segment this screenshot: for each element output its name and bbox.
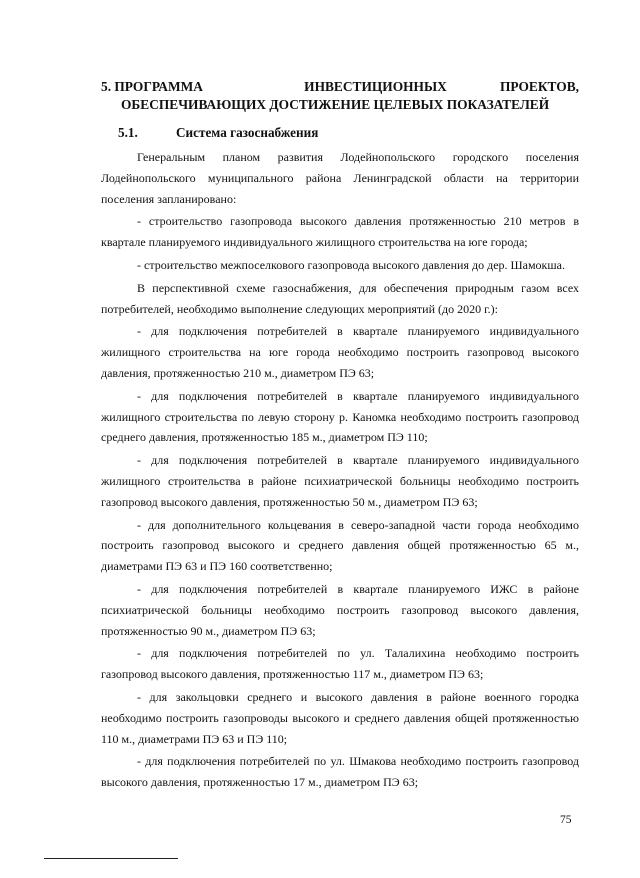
section-heading — [101, 78, 579, 114]
paragraph: - для подключения потребителей по ул. Талалихина необходимо построить газопровод высокого давления, протяженностью 117 м., диаметром ПЭ 63; — [101, 646, 579, 682]
footnote-separator — [44, 858, 178, 859]
paragraph: - для дополнительного кольцевания в северо-западной части города необходимо построить газопровод высокого и среднего давления общей протяженностью 65 м., диаметрами ПЭ 63 и ПЭ 160 соответственно; — [101, 517, 579, 574]
section-heading-line-1 — [101, 78, 579, 96]
heading-word-1: 5. ПРОГРАММА — [101, 79, 203, 94]
subsection-heading — [118, 124, 318, 142]
subsection-number: 5.1. — [118, 125, 138, 140]
paragraph: - для подключения потребителей в квартале планируемого индивидуального жилищного строительства на юге города необходимо построить газопровод высокого давления, протяженностью 210 м., диаметром ПЭ 63; — [101, 324, 579, 380]
heading-word-2: ИНВЕСТИЦИОННЫХ — [304, 79, 447, 94]
paragraph: Генеральным планом развития Лодейнопольского городского поселения Лодейнопольского муниципального района Ленинградской области на территории поселения запланировано: — [101, 150, 579, 206]
page-number: 75 — [560, 814, 572, 826]
section-heading-line-2: ОБЕСПЕЧИВАЮЩИХ ДОСТИЖЕНИЕ ЦЕЛЕВЫХ ПОКАЗАТЕЛЕЙ — [121, 97, 550, 112]
paragraph: - для подключения потребителей в квартале планируемого индивидуального жилищного строительства в районе психиатрической больницы необходимо построить газопровод высокого давления, протяженностью 50 м., диаметром ПЭ 63; — [101, 453, 579, 509]
paragraph: - для подключения потребителей в квартале планируемого ИЖС в районе психиатрической больницы необходимо построить газопровод высокого давления, протяженностью 90 м., диаметром ПЭ 63; — [101, 581, 579, 638]
body-text — [101, 147, 579, 793]
paragraph: - для закольцовки среднего и высокого давления в районе военного городка необходимо построить газопроводы высокого и среднего давления общей протяженностью 110 м., диаметрами ПЭ 63 и ПЭ 110; — [101, 689, 579, 746]
paragraph: В перспективной схеме газоснабжения, для обеспечения природным газом всех потребителей, необходимо выполнение следующих мероприятий (до 2020 г.): — [101, 280, 579, 316]
paragraph: - для подключения потребителей по ул. Шмакова необходимо построить газопровод высокого давления, протяженностью 17 м., диаметром ПЭ 63; — [101, 754, 579, 790]
paragraph: - для подключения потребителей в квартале планируемого индивидуального жилищного строительства по левую сторону р. Каномка необходимо построить газопровод среднего давления, протяженностью 185 м., диаметром ПЭ 110; — [101, 388, 579, 445]
paragraph: - строительство газопровода высокого давления протяженностью 210 метров в квартале планируемого индивидуального жилищного строительства на юге города; — [101, 214, 579, 250]
heading-word-3: ПРОЕКТОВ, — [499, 79, 579, 94]
subsection-title: Система газоснабжения — [176, 125, 319, 140]
paragraph: - строительство межпоселкового газопровода высокого давления до дер. Шамокша. — [137, 257, 565, 272]
